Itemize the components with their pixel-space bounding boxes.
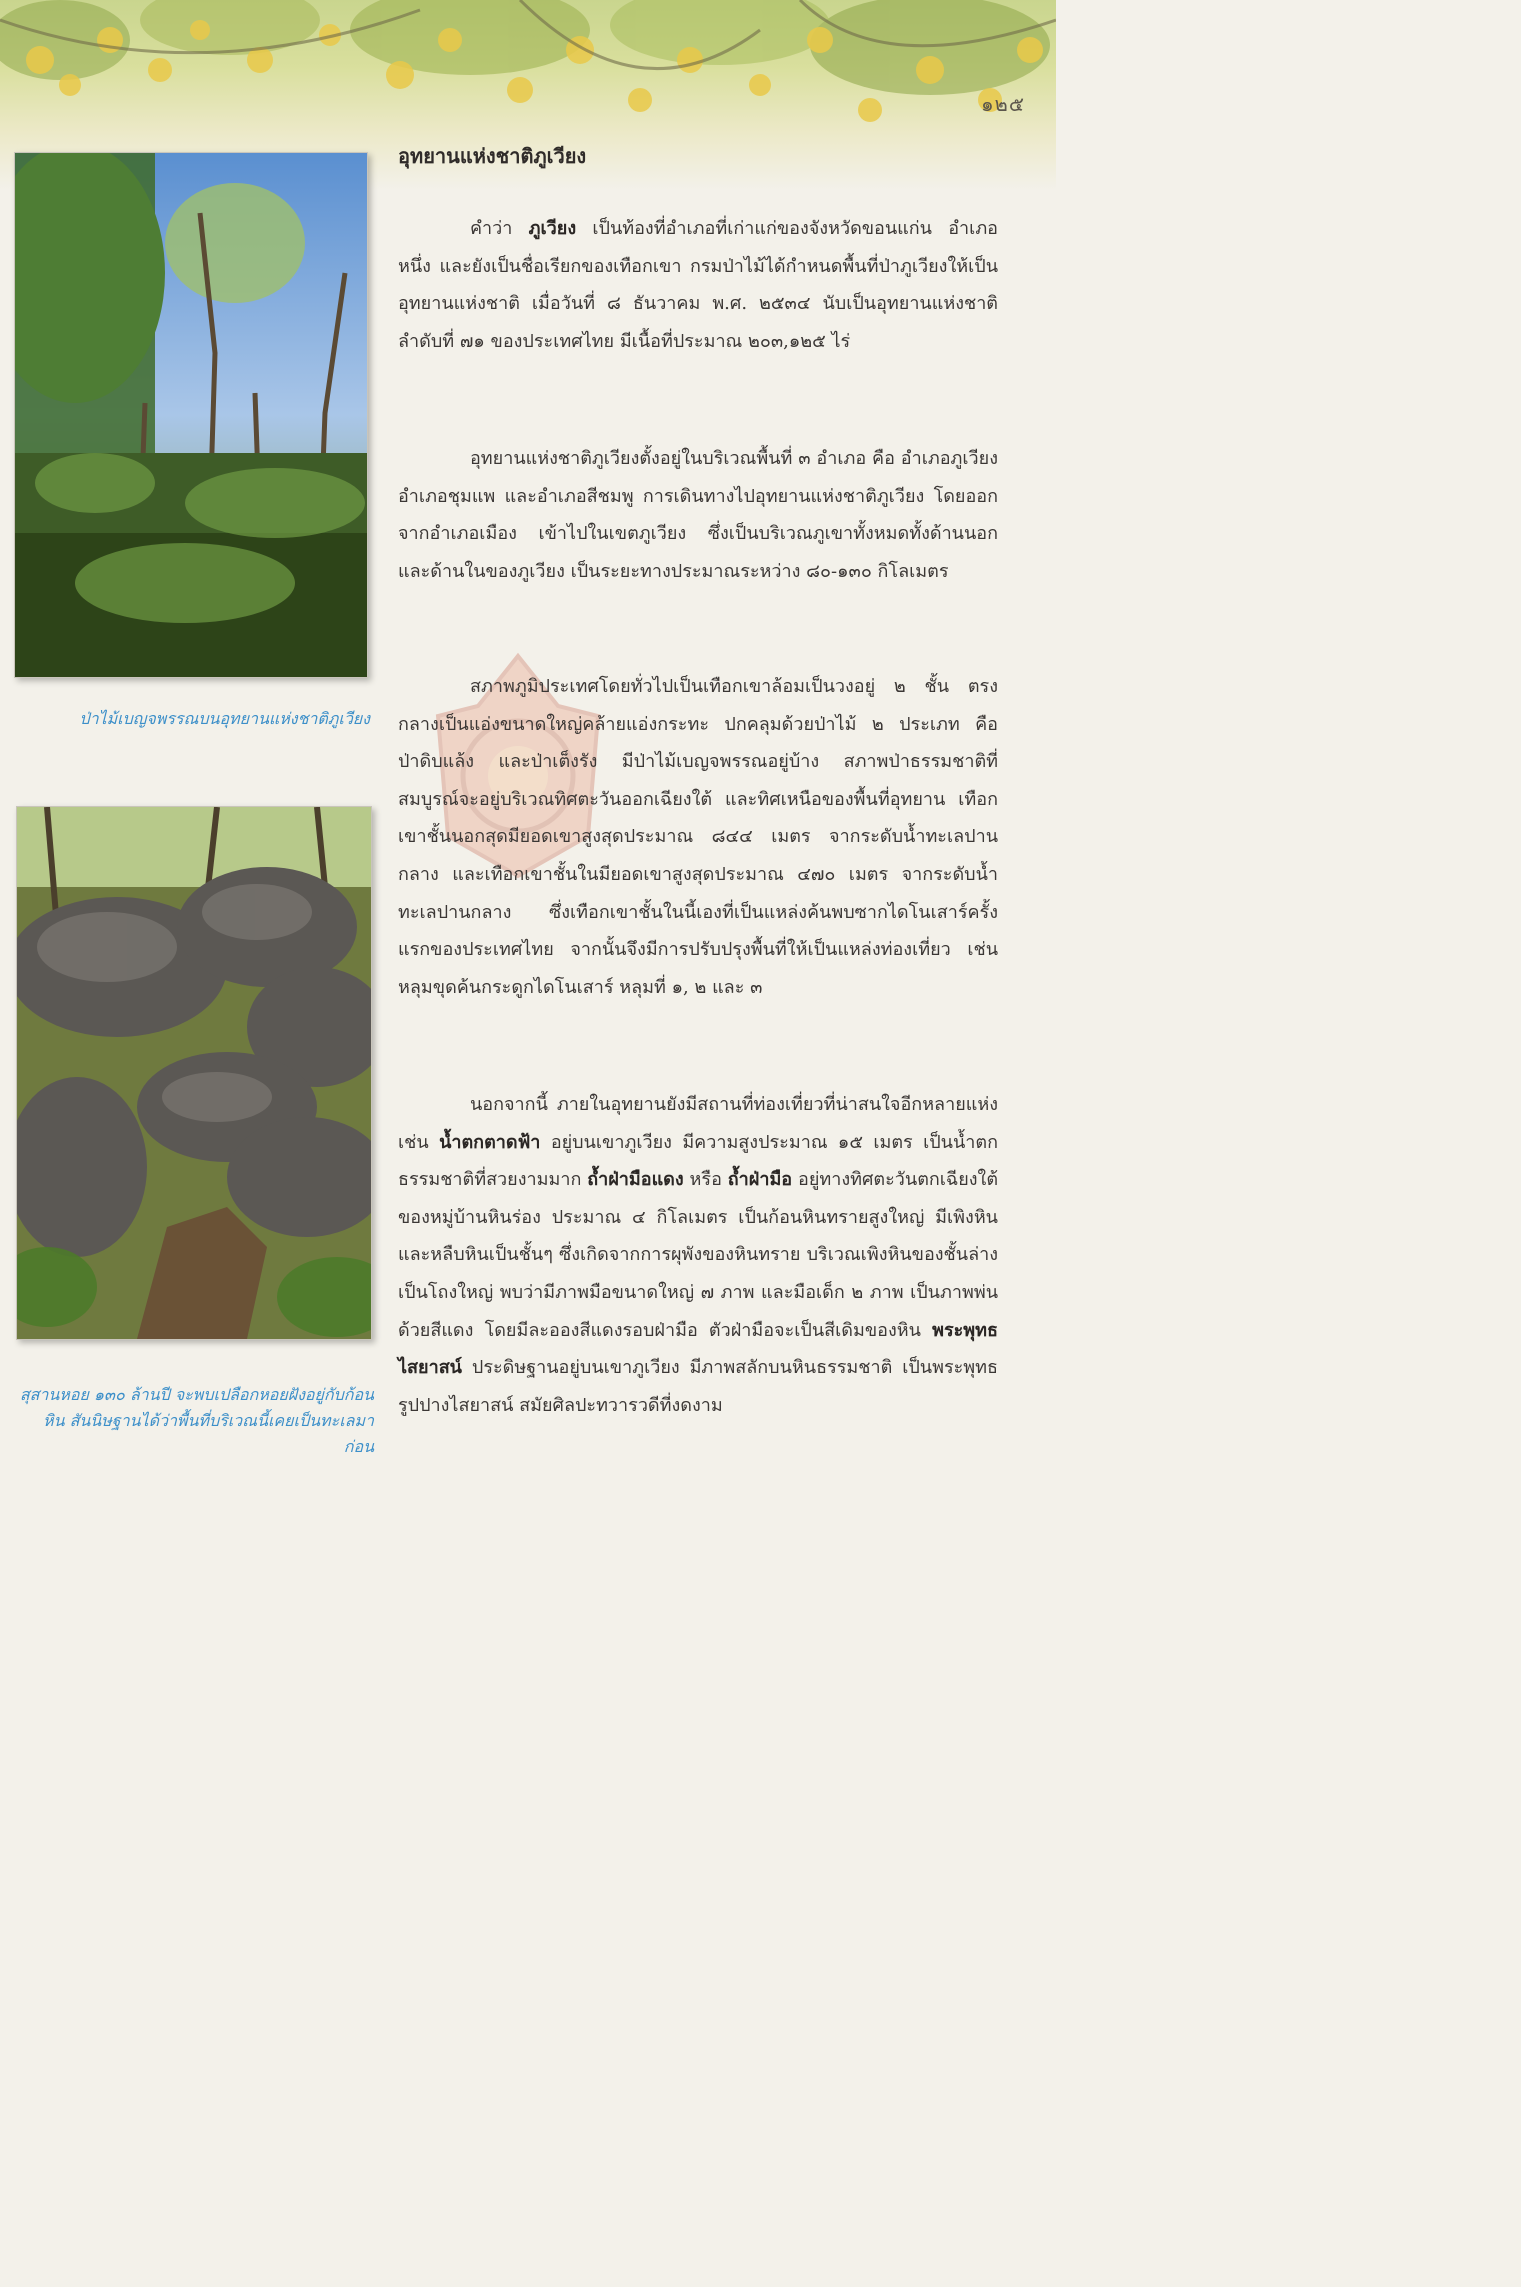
page-number: ๑๒๕ <box>980 92 1025 116</box>
forest-photo <box>14 152 368 678</box>
forest-image <box>15 153 367 677</box>
page-title: อุทยานแห่งชาติภูเวียง <box>398 144 587 168</box>
fossil-rocks-photo <box>16 806 372 1340</box>
fossil-rocks-caption: สุสานหอย ๑๓๐ ล้านปี จะพบเปลือกหอยฝังอยู่กับก้อนหิน สันนิษฐานได้ว่าพื้นที่บริเวณนี้เคยเป็นทะเลมาก่อน <box>19 1385 374 1456</box>
paragraph-attractions: นอกจากนี้ ภายในอุทยานยังมีสถานที่ท่องเที่ยวที่น่าสนใจอีกหลายแห่ง เช่น น้ำตกตาดฟ้า อยู่บนเขาภูเวียง มีความสูงประมาณ ๑๕ เมตร เป็นน้ำตกธรรมชาติที่สวยงามมาก ถ้ำฝ่ามือแดง หรือ ถ้ำฝ่ามือ อยู่ทางทิศตะวันตกเฉียงใต้ของหมู่บ้านหินร่อง ประมาณ ๔ กิโลเมตร เป็นก้อนหินทรายสูงใหญ่ มีเพิงหินและหลืบหินเป็นชั้นๆ ซึ่งเกิดจากการผุพังของหินทราย บริเวณเพิงหินของชั้นล่างเป็นโถงใหญ่ พบว่ามีภาพมือขนาดใหญ่ ๗ ภาพ และมือเด็ก ๒ ภาพ เป็นภาพพ่นด้วยสีแดง โดยมีละอองสีแดงรอบฝ่ามือ ตัวฝ่ามือจะเป็นสีเดิมของหิน พระพุทธไสยาสน์ ประดิษฐานอยู่บนเขาภูเวียง มีภาพสลักบนหินธรรมชาติ เป็นพระพุทธรูปปางไสยาสน์ สมัยศิลปะทวารวดีที่งดงาม <box>398 1094 999 1416</box>
term-phu-wiang: ภูเวียง <box>528 218 577 239</box>
term-reclining-buddha: พระพุทธไสยาสน์ <box>398 1319 998 1379</box>
term-waterfall: น้ำตกตาดฟ้า <box>439 1131 541 1153</box>
paragraph-terrain: สภาพภูมิประเทศโดยทั่วไปเป็นเทือกเขาล้อมเป็นวงอยู่ ๒ ชั้น ตรงกลางเป็นแอ่งขนาดใหญ่คล้ายแอ่งกระทะ ปกคลุมด้วยป่าไม้ ๒ ประเภท คือ ป่าดิบแล้ง และป่าเต็งรัง มีป่าไม้เบญจพรรณอยู่บ้าง สภาพป่าธรรมชาติที่สมบูรณ์จะอยู่บริเวณทิศตะวันออกเฉียงใต้ และทิศเหนือของพื้นที่อุทยาน เทือกเขาชั้นนอกสุดมียอดเขาสูงสุดประมาณ ๘๔๔ เมตร จากระดับน้ำทะเลปานกลาง และเทือกเขาชั้นในมียอดเขาสูงสุดประมาณ ๔๗๐ เมตร จากระดับน้ำทะเลปานกลาง ซึ่งเทือกเขาชั้นในนี้เองที่เป็นแหล่งค้นพบซากไดโนเสาร์ครั้งแรกของประเทศไทย จากนั้นจึงมีการปรับปรุงพื้นที่ให้เป็นแหล่งท่องเที่ยว เช่น หลุมขุดค้นกระดูกไดโนเสาร์ หลุมที่ ๑, ๒ และ ๓ <box>398 676 998 998</box>
term-hand-cave: ถ้ำฝ่ามือ <box>727 1169 793 1191</box>
forest-photo-caption: ป่าไม้เบญจพรรณบนอุทยานแห่งชาติภูเวียง <box>79 709 370 728</box>
paragraph-location: อุทยานแห่งชาติภูเวียงตั้งอยู่ในบริเวณพื้นที่ ๓ อำเภอ คือ อำเภอภูเวียง อำเภอชุมแพ และอำเภอสีชมพู การเดินทางไปอุทยานแห่งชาติภูเวียง โดยออกจากอำเภอเมือง เข้าไปในเขตภูเวียง ซึ่งเป็นบริเวณภูเขาทั้งหมดทั้งด้านนอกและด้านในของภูเวียง เป็นระยะทางประมาณระหว่าง ๘๐-๑๓๐ กิโลเมตร <box>398 448 998 582</box>
rocks-image <box>17 807 371 1339</box>
paragraph-intro: คำว่า ภูเวียง เป็นท้องที่อำเภอที่เก่าแก่ของจังหวัดขอนแก่น อำเภอหนึ่ง และยังเป็นชื่อเรียกของเทือกเขา กรมป่าไม้ได้กำหนดพื้นที่ป่าภูเวียงให้เป็นอุทยานแห่งชาติ เมื่อวันที่ ๘ ธันวาคม พ.ศ. ๒๕๓๔ นับเป็นอุทยานแห่งชาติลำดับที่ ๗๑ ของประเทศไทย มีเนื้อที่ประมาณ ๒๐๓,๑๒๕ ไร่ <box>398 218 998 352</box>
term-red-hand-cave: ถ้ำฝ่ามือแดง <box>587 1169 684 1191</box>
